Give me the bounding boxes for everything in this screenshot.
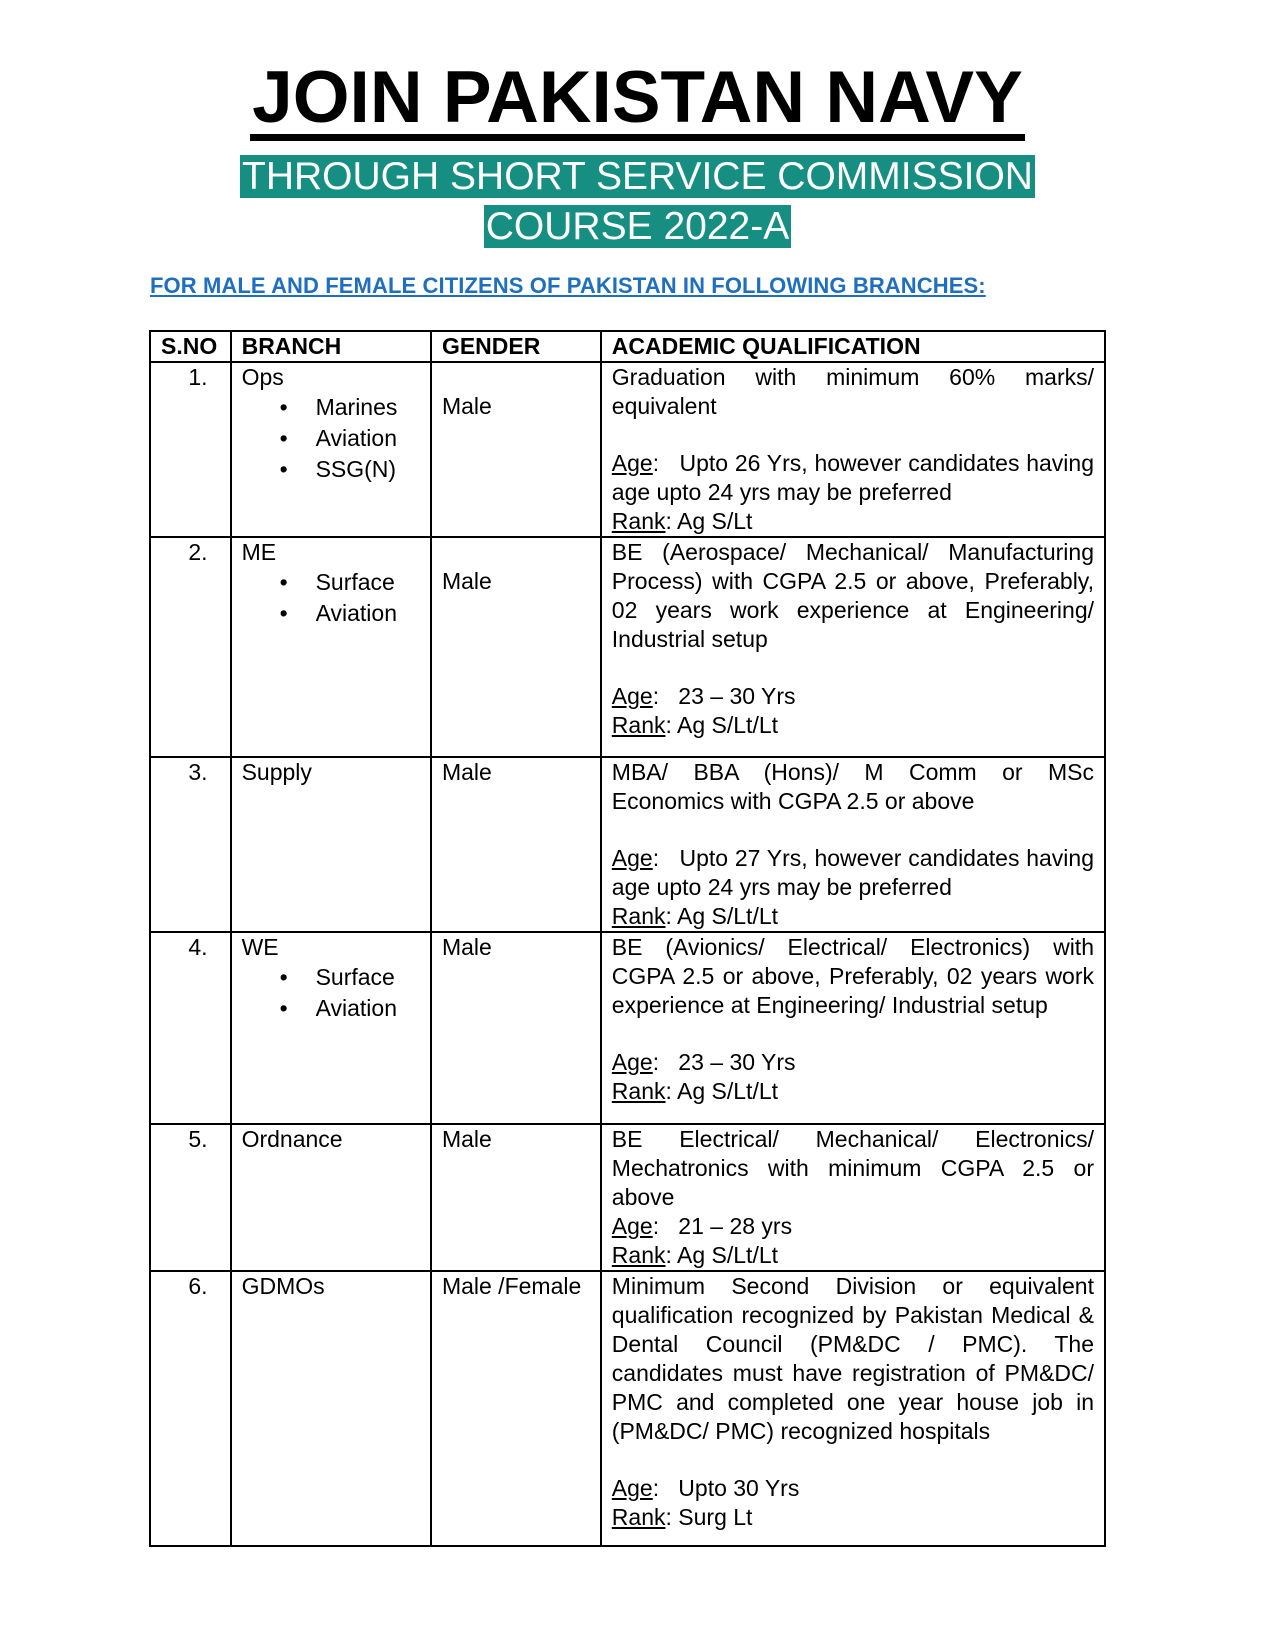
table-body xyxy=(150,362,1105,1546)
branch-name: Ordnance xyxy=(241,1126,343,1152)
age-colon: : xyxy=(652,1049,679,1075)
subtitle-line-1-text: THROUGH SHORT SERVICE COMMISSION xyxy=(242,155,1033,198)
rank-colon: : xyxy=(665,1504,679,1530)
row-gender xyxy=(431,1271,601,1546)
branch-sub-list xyxy=(242,962,420,1024)
page-title xyxy=(0,58,1275,141)
branch-sub-item: • Surface xyxy=(316,567,420,598)
branch-sub-item: • SSG(N) xyxy=(316,454,420,485)
branch-name: ME xyxy=(241,539,277,565)
rank-label: Rank xyxy=(611,903,666,929)
rank-colon: : xyxy=(665,712,678,738)
age-line xyxy=(612,449,1094,507)
age-label: Age xyxy=(611,1475,653,1501)
age-label: Age xyxy=(611,1049,653,1075)
row-sno: 3. xyxy=(150,757,231,932)
gender-text: Male xyxy=(441,934,492,960)
branch-sub-item: • Aviation xyxy=(316,598,420,629)
age-colon: : xyxy=(652,683,679,709)
row-gender xyxy=(431,537,601,757)
age-value: Upto 30 Yrs xyxy=(678,1475,800,1501)
row-sno: 4. xyxy=(150,932,231,1124)
qualification-text: BE (Aerospace/ Mechanical/ Manufacturing Process) with CGPA 2.5 or above, Preferably, 02 years work experience at Engineering/ Industrial setup xyxy=(611,539,1094,652)
gender-text: Male xyxy=(441,393,492,419)
qualification-text: BE (Avionics/ Electrical/ Electronics) with CGPA 2.5 or above, Preferably, 02 years work experience at Engineering/ Industrial setup xyxy=(611,934,1094,1018)
age-line xyxy=(612,1048,1094,1077)
rank-line xyxy=(612,1077,1094,1106)
age-colon: : xyxy=(652,1213,679,1239)
gender-text: Male xyxy=(441,1126,492,1152)
row-qualification xyxy=(601,1124,1105,1271)
spacer xyxy=(612,1020,1094,1048)
branch-sub-item: • Aviation xyxy=(316,423,420,454)
rank-value: Ag S/Lt/Lt xyxy=(677,1242,779,1268)
row-branch xyxy=(231,362,431,537)
rank-line xyxy=(612,1503,1094,1532)
branch-name: Supply xyxy=(241,759,312,785)
row-sno: 1. xyxy=(150,362,231,537)
rank-value: Ag S/Lt/Lt xyxy=(677,712,779,738)
qualification-text: Minimum Second Division or equivalent qualification recognized by Pakistan Medical & Dental Council (PM&DC / PMC). The candidates must have registration of PM&DC/ PMC and completed one year house job in (PM&DC/ PMC) recognized hospitals xyxy=(611,1273,1094,1444)
row-qualification xyxy=(601,362,1105,537)
rank-label: Rank xyxy=(611,1504,666,1530)
table-header-row xyxy=(150,331,1105,362)
branch-sub-item: • Surface xyxy=(316,962,420,993)
row-branch xyxy=(231,537,431,757)
page-title-text: JOIN PAKISTAN NAVY xyxy=(250,62,1025,141)
row-qualification xyxy=(601,537,1105,757)
rank-line xyxy=(612,507,1094,536)
spacer xyxy=(612,421,1094,449)
table-row xyxy=(150,1124,1105,1271)
header-qualification: ACADEMIC QUALIFICATION xyxy=(601,331,1105,362)
branch-sub-list xyxy=(242,392,420,485)
age-colon: : xyxy=(652,450,680,476)
age-label: Age xyxy=(611,450,653,476)
branch-sub-item: • Aviation xyxy=(316,993,420,1024)
row-sno: 6. xyxy=(150,1271,231,1546)
branch-name: WE xyxy=(241,934,279,960)
rank-line xyxy=(612,902,1094,931)
branch-sub-item: • Marines xyxy=(316,392,420,423)
age-colon: : xyxy=(652,1475,679,1501)
rank-line xyxy=(612,1241,1094,1270)
rank-value: Surg Lt xyxy=(678,1504,753,1530)
row-sno: 2. xyxy=(150,537,231,757)
rank-label: Rank xyxy=(611,712,666,738)
rank-value: Ag S/Lt/Lt xyxy=(677,903,779,929)
row-branch xyxy=(231,1124,431,1271)
age-value: 21 – 28 yrs xyxy=(678,1213,793,1239)
age-line xyxy=(612,682,1094,711)
row-branch xyxy=(231,757,431,932)
age-label: Age xyxy=(611,1213,653,1239)
rank-label: Rank xyxy=(611,1242,666,1268)
row-gender xyxy=(431,932,601,1124)
row-qualification xyxy=(601,757,1105,932)
age-label: Age xyxy=(611,683,653,709)
rank-value: Ag S/Lt/Lt xyxy=(677,1078,779,1104)
age-colon: : xyxy=(652,845,680,871)
row-branch xyxy=(231,932,431,1124)
branch-sub-list xyxy=(242,567,420,629)
spacer xyxy=(612,654,1094,682)
subtitle-line-1 xyxy=(0,155,1275,199)
header-sno: S.NO xyxy=(150,331,231,362)
rank-value: Ag S/Lt xyxy=(677,508,753,534)
table-row xyxy=(150,1271,1105,1546)
qualification-text: MBA/ BBA (Hons)/ M Comm or MSc Economics with CGPA 2.5 or above xyxy=(611,759,1094,814)
age-value: 23 – 30 Yrs xyxy=(678,683,796,709)
age-value: 23 – 30 Yrs xyxy=(678,1049,796,1075)
subtitle-line-2-text: COURSE 2022-A xyxy=(485,205,790,248)
table-row xyxy=(150,537,1105,757)
rank-colon: : xyxy=(665,1242,678,1268)
row-sno: 5. xyxy=(150,1124,231,1271)
table-row xyxy=(150,757,1105,932)
spacer xyxy=(612,816,1094,844)
rank-line xyxy=(612,711,1094,740)
rank-label: Rank xyxy=(611,1078,666,1104)
row-gender xyxy=(431,362,601,537)
age-line xyxy=(612,844,1094,902)
qualification-text: BE Electrical/ Mechanical/ Electronics/ Mechatronics with minimum CGPA 2.5 or above xyxy=(611,1126,1094,1210)
row-qualification xyxy=(601,1271,1105,1546)
gender-text: Male xyxy=(441,759,492,785)
age-label: Age xyxy=(611,845,653,871)
gender-text: Male xyxy=(441,568,492,594)
header-branch: BRANCH xyxy=(231,331,431,362)
spacer xyxy=(612,1446,1094,1474)
row-gender xyxy=(431,757,601,932)
table-row xyxy=(150,362,1105,537)
branch-name: Ops xyxy=(241,364,284,390)
rank-label: Rank xyxy=(611,508,666,534)
branch-name: GDMOs xyxy=(241,1273,325,1299)
subtitle-line-2 xyxy=(0,205,1275,249)
age-value: Upto 27 Yrs, however candidates having age upto 24 yrs may be preferred xyxy=(611,845,1094,900)
table-row xyxy=(150,932,1105,1124)
qualification-text: Graduation with minimum 60% marks/ equivalent xyxy=(611,364,1094,419)
rank-colon: : xyxy=(665,508,678,534)
rank-colon: : xyxy=(665,903,678,929)
intro-heading: FOR MALE AND FEMALE CITIZENS OF PAKISTAN IN FOLLOWING BRANCHES: xyxy=(150,273,986,298)
header-gender: GENDER xyxy=(431,331,601,362)
age-value: Upto 26 Yrs, however candidates having age upto 24 yrs may be preferred xyxy=(611,450,1094,505)
age-line xyxy=(612,1212,1094,1241)
age-line xyxy=(612,1474,1094,1503)
row-branch xyxy=(231,1271,431,1546)
gender-text: Male /Female xyxy=(441,1273,582,1299)
rank-colon: : xyxy=(665,1078,678,1104)
branches-table xyxy=(149,330,1106,1547)
row-qualification xyxy=(601,932,1105,1124)
row-gender xyxy=(431,1124,601,1271)
